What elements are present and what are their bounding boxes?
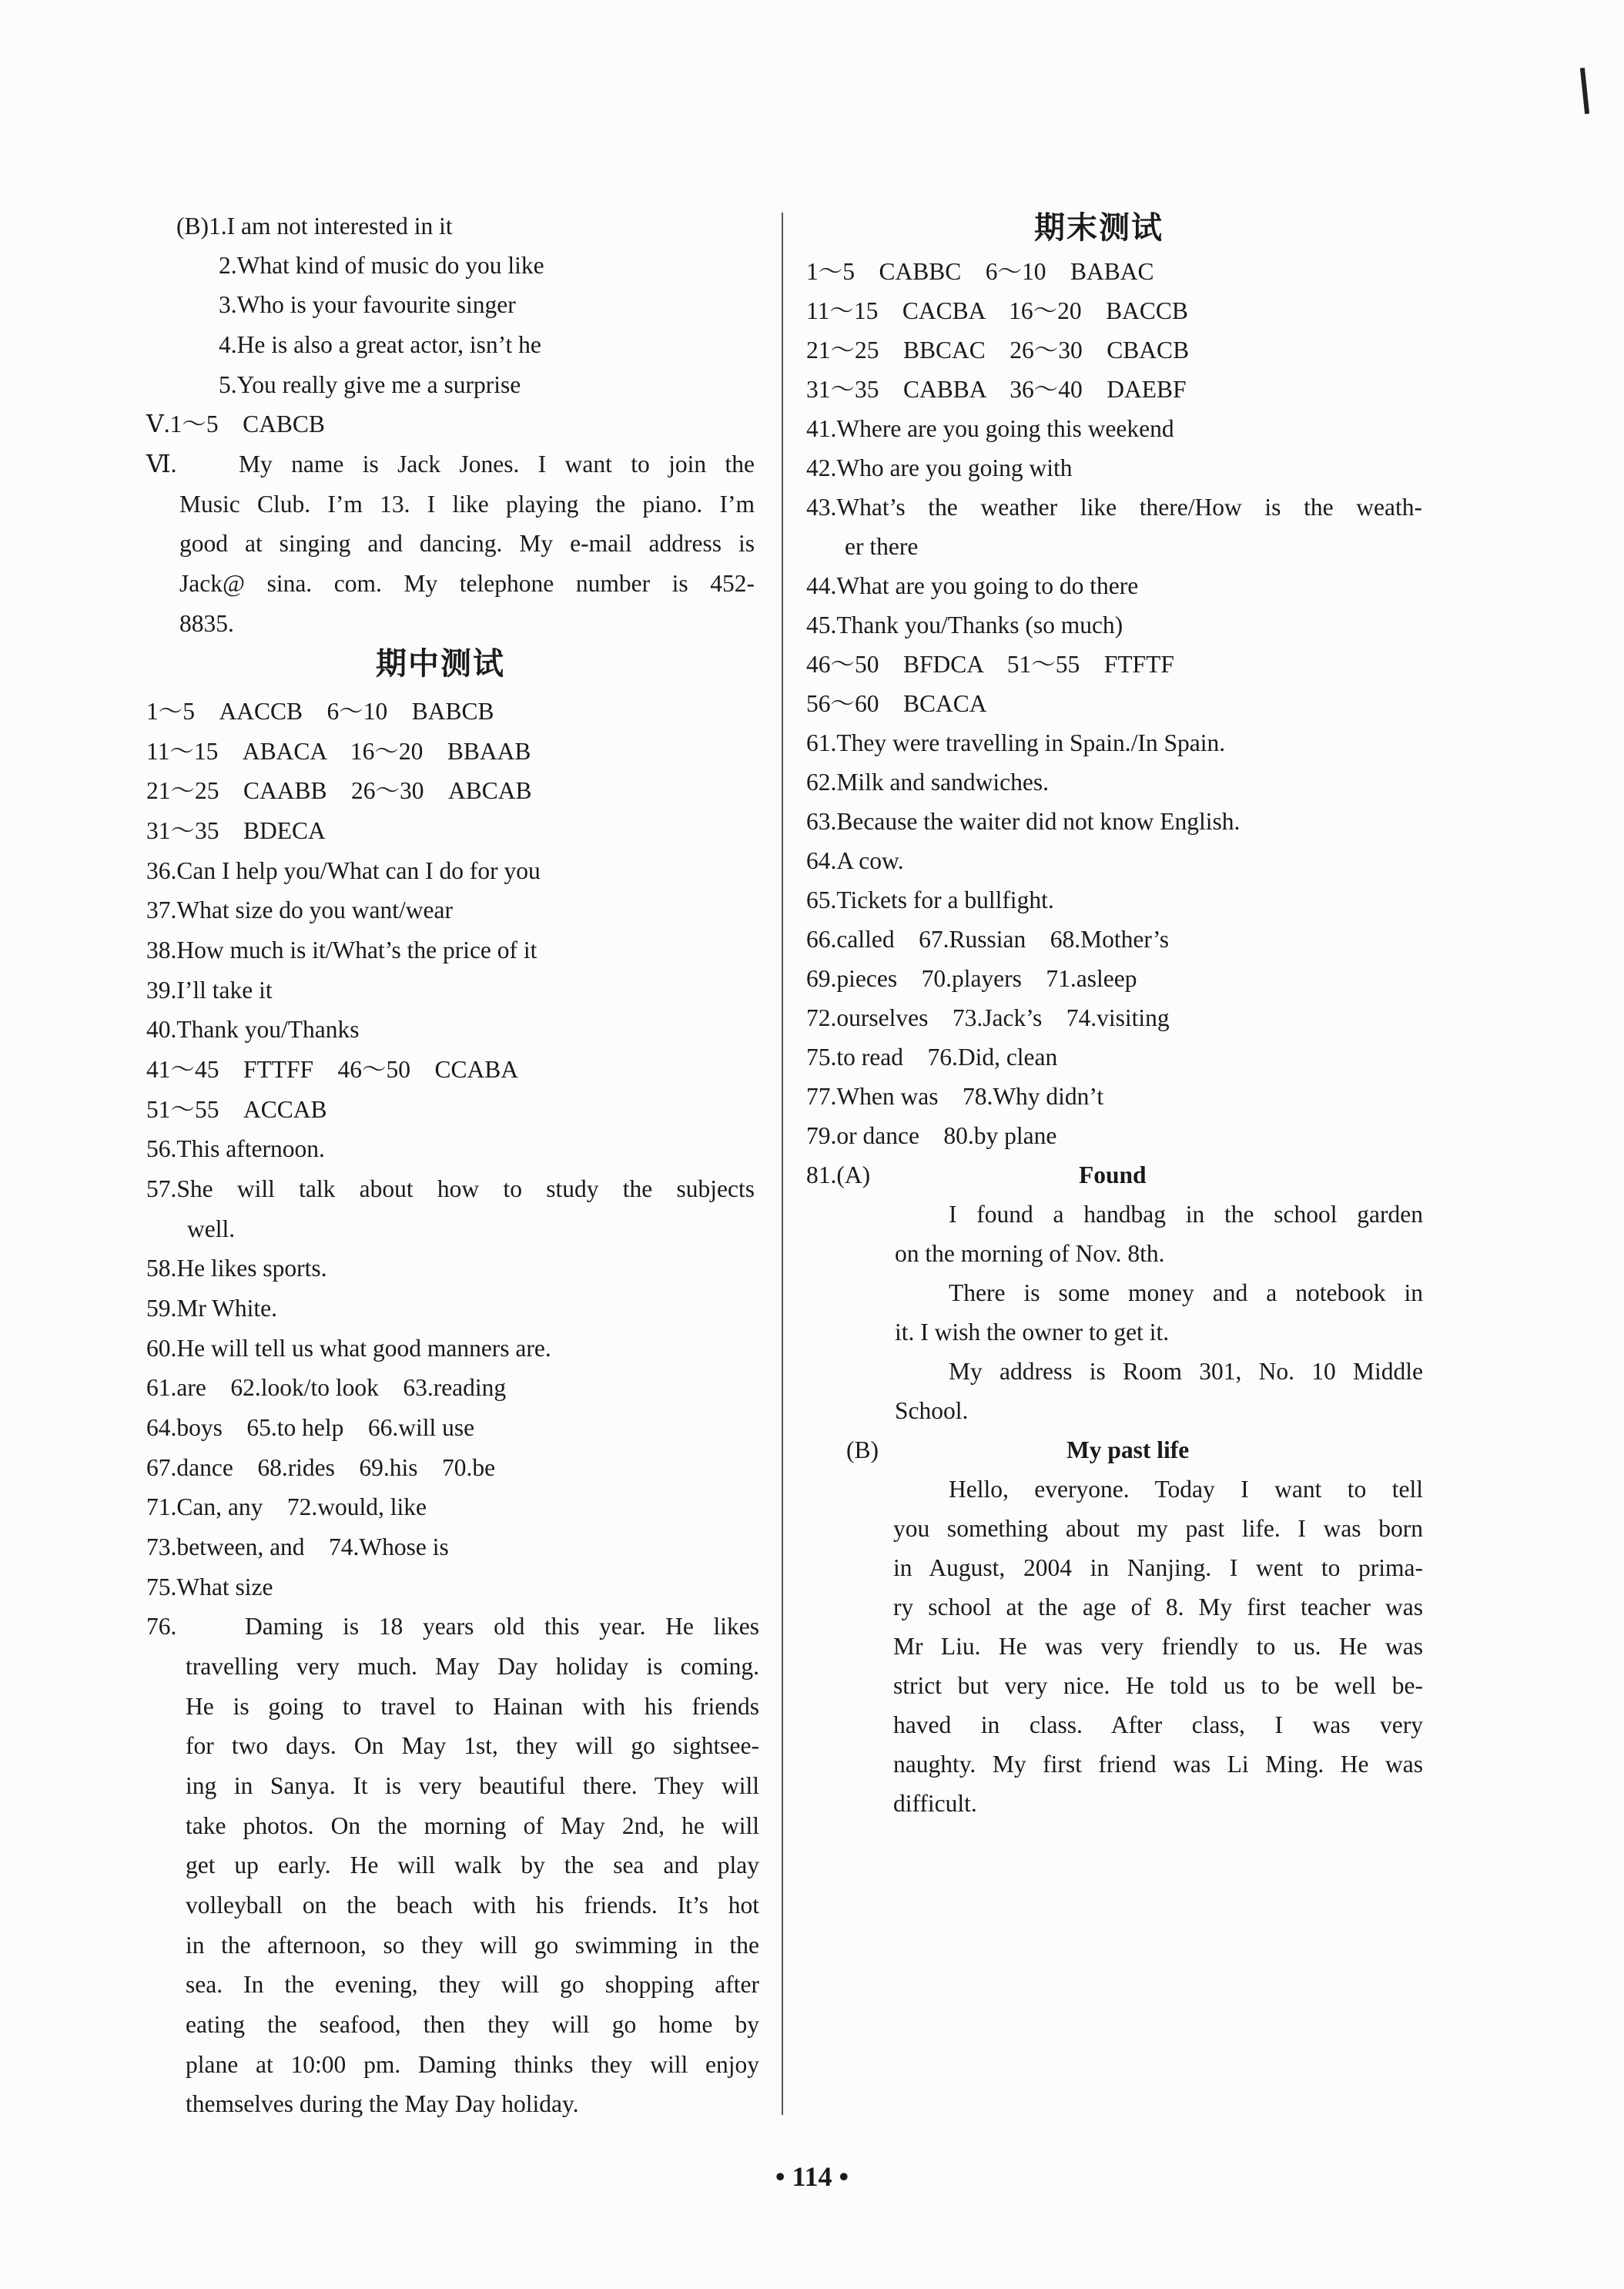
answer-line: 46～50 BFDCA 51～55 FTFTF <box>806 651 1174 678</box>
answer-line: well. <box>187 1215 236 1242</box>
paragraph-line: He is going to travel to Hainan with his friends <box>186 1693 759 1720</box>
answer-line: 65.Tickets for a bullfight. <box>806 886 1054 913</box>
paragraph-line: travelling very much. May Day holiday is coming. <box>186 1653 759 1680</box>
answer-line: 31～35 CABBA 36～40 DAEBF <box>806 376 1187 403</box>
answer-line: 56.This afternoon. <box>146 1135 325 1162</box>
answer-line: 61.are 62.look/to look 63.reading <box>146 1374 507 1401</box>
paragraph-line: in the afternoon, so they will go swimming in the <box>186 1932 759 1959</box>
paragraph-line: Jack@ sina. com. My telephone number is 452- <box>179 570 755 597</box>
column-divider <box>782 213 783 2115</box>
section-label: Ⅵ. <box>146 451 177 478</box>
answer-line: 44.What are you going to do there <box>806 572 1139 599</box>
paragraph-line: naughty. My first friend was Li Ming. He was <box>893 1751 1423 1778</box>
answer-line: 42.Who are you going with <box>806 454 1073 481</box>
paragraph-line: ing in Sanya. It is very beautiful there. They will <box>186 1772 759 1799</box>
scan-mark <box>1580 68 1589 114</box>
answer-line: 43.What’s the weather like there/How is the weath- <box>806 494 1422 521</box>
answer-line: 41.Where are you going this weekend <box>806 415 1174 442</box>
paragraph-line: Daming is 18 years old this year. He likes <box>245 1613 759 1640</box>
paragraph-line: There is some money and a notebook in <box>949 1279 1423 1306</box>
question-label: 81.(A) <box>806 1161 871 1188</box>
answer-line: 73.between, and 74.Whose is <box>146 1533 449 1560</box>
paragraph-line: Music Club. I’m 13. I like playing the piano. I’m <box>179 491 755 518</box>
paragraph-line: for two days. On May 1st, they will go sightsee- <box>186 1732 759 1759</box>
paragraph-line: School. <box>895 1397 969 1424</box>
paragraph-line: plane at 10:00 pm. Daming thinks they will enjoy <box>186 2051 759 2078</box>
answer-line: 51～55 ACCAB <box>146 1096 327 1123</box>
answer-line: 77.When was 78.Why didn’t <box>806 1083 1104 1110</box>
answer-line: 40.Thank you/Thanks <box>146 1016 360 1043</box>
answer-line: 41～45 FTTFF 46～50 CCABA <box>146 1056 519 1083</box>
paragraph-line: I found a handbag in the school garden <box>949 1201 1423 1228</box>
answer-line: 59.Mr White. <box>146 1295 278 1322</box>
paragraph-line: get up early. He will walk by the sea and play <box>186 1852 759 1878</box>
answer-line: 2.What kind of music do you like <box>219 252 544 279</box>
answer-line: 4.He is also a great actor, isn’t he <box>219 331 541 358</box>
paragraph-line: haved in class. After class, I was very <box>893 1711 1423 1738</box>
answer-line: 62.Milk and sandwiches. <box>806 769 1049 796</box>
answer-line: 79.or dance 80.by plane <box>806 1122 1057 1149</box>
paragraph-line: sea. In the evening, they will go shopping after <box>186 1971 759 1998</box>
paragraph-line: themselves during the May Day holiday. <box>186 2090 579 2117</box>
answer-line: 37.What size do you want/wear <box>146 896 453 923</box>
paragraph-line: Hello, everyone. Today I want to tell <box>949 1476 1423 1503</box>
page-number <box>0 2160 1624 2193</box>
answer-line: 61.They were travelling in Spain./In Spain. <box>806 729 1226 756</box>
paragraph-line: in August, 2004 in Nanjing. I went to prima- <box>893 1554 1423 1581</box>
bullet-right: • <box>832 2161 849 2192</box>
answer-line: 57.She will talk about how to study the subjects <box>146 1175 755 1202</box>
answer-line: 5.You really give me a surprise <box>219 371 521 398</box>
answer-line: 66.called 67.Russian 68.Mother’s <box>806 926 1169 953</box>
paragraph-line: it. I wish the owner to get it. <box>895 1319 1170 1346</box>
answer-line: 1～5 AACCB 6～10 BABCB <box>146 698 494 725</box>
bullet-left: • <box>775 2161 792 2192</box>
answer-line: 72.ourselves 73.Jack’s 74.visiting <box>806 1004 1170 1031</box>
paragraph-line: Mr Liu. He was very friendly to us. He was <box>893 1633 1423 1660</box>
answer-line: 75.What size <box>146 1573 273 1600</box>
answer-line: (B)1.I am not interested in it <box>176 213 453 240</box>
paragraph-line: take photos. On the morning of May 2nd, he will <box>186 1812 759 1839</box>
answer-line: 1～5 CABBC 6～10 BABAC <box>806 258 1154 285</box>
answer-line: 60.He will tell us what good manners are. <box>146 1335 551 1362</box>
answer-line: 38.How much is it/What’s the price of it <box>146 937 537 964</box>
paragraph-line: difficult. <box>893 1790 977 1817</box>
answer-line: 64.A cow. <box>806 847 904 874</box>
answer-line: 71.Can, any 72.would, like <box>146 1493 427 1520</box>
answer-line: 45.Thank you/Thanks (so much) <box>806 612 1123 638</box>
answer-line: 36.Can I help you/What can I do for you <box>146 857 541 884</box>
question-number: 76. <box>146 1613 177 1640</box>
paragraph-line: My address is Room 301, No. 10 Middle <box>949 1358 1423 1385</box>
paragraph-line: on the morning of Nov. 8th. <box>895 1240 1165 1267</box>
paragraph-line: strict but very nice. He told us to be well be- <box>893 1672 1423 1699</box>
answer-line: Ⅴ.1～5 CABCB <box>146 411 325 437</box>
answer-line: 31～35 BDECA <box>146 817 326 844</box>
answer-line: 69.pieces 70.players 71.asleep <box>806 965 1137 992</box>
answer-line: 56～60 BCACA <box>806 690 987 717</box>
paragraph-line: My name is Jack Jones. I want to join the <box>239 451 755 478</box>
answer-line: er there <box>845 533 919 560</box>
answer-line: 58.He likes sports. <box>146 1255 327 1282</box>
paragraph-line: 8835. <box>179 610 234 637</box>
final-title: 期末测试 <box>1034 210 1164 246</box>
answer-line: 64.boys 65.to help 66.will use <box>146 1414 475 1441</box>
paragraph-line: volleyball on the beach with his friends. It’s hot <box>186 1892 759 1919</box>
page-number-text: 114 <box>792 2161 832 2192</box>
answer-line: 63.Because the waiter did not know English. <box>806 808 1241 835</box>
answer-line: 39.I’ll take it <box>146 977 273 1004</box>
answer-line: 21～25 CAABB 26～30 ABCAB <box>146 777 532 804</box>
paragraph-line: ry school at the age of 8. My first teacher was <box>893 1594 1423 1620</box>
found-title: Found <box>1079 1161 1147 1188</box>
paragraph-line: you something about my past life. I was born <box>893 1515 1423 1542</box>
answer-line: 3.Who is your favourite singer <box>219 291 516 318</box>
question-label: (B) <box>846 1436 879 1463</box>
answer-line: 75.to read 76.Did, clean <box>806 1044 1058 1071</box>
paragraph-line: eating the seafood, then they will go home by <box>186 2011 759 2038</box>
answer-line: 11～15 CACBA 16～20 BACCB <box>806 297 1188 324</box>
paragraph-line: good at singing and dancing. My e-mail address is <box>179 530 755 557</box>
answer-line: 21～25 BBCAC 26～30 CBACB <box>806 337 1190 364</box>
answer-line: 67.dance 68.rides 69.his 70.be <box>146 1454 496 1481</box>
past-life-title: My past life <box>1066 1436 1190 1463</box>
midterm-title: 期中测试 <box>376 646 505 682</box>
answer-line: 11～15 ABACA 16～20 BBAAB <box>146 738 531 765</box>
